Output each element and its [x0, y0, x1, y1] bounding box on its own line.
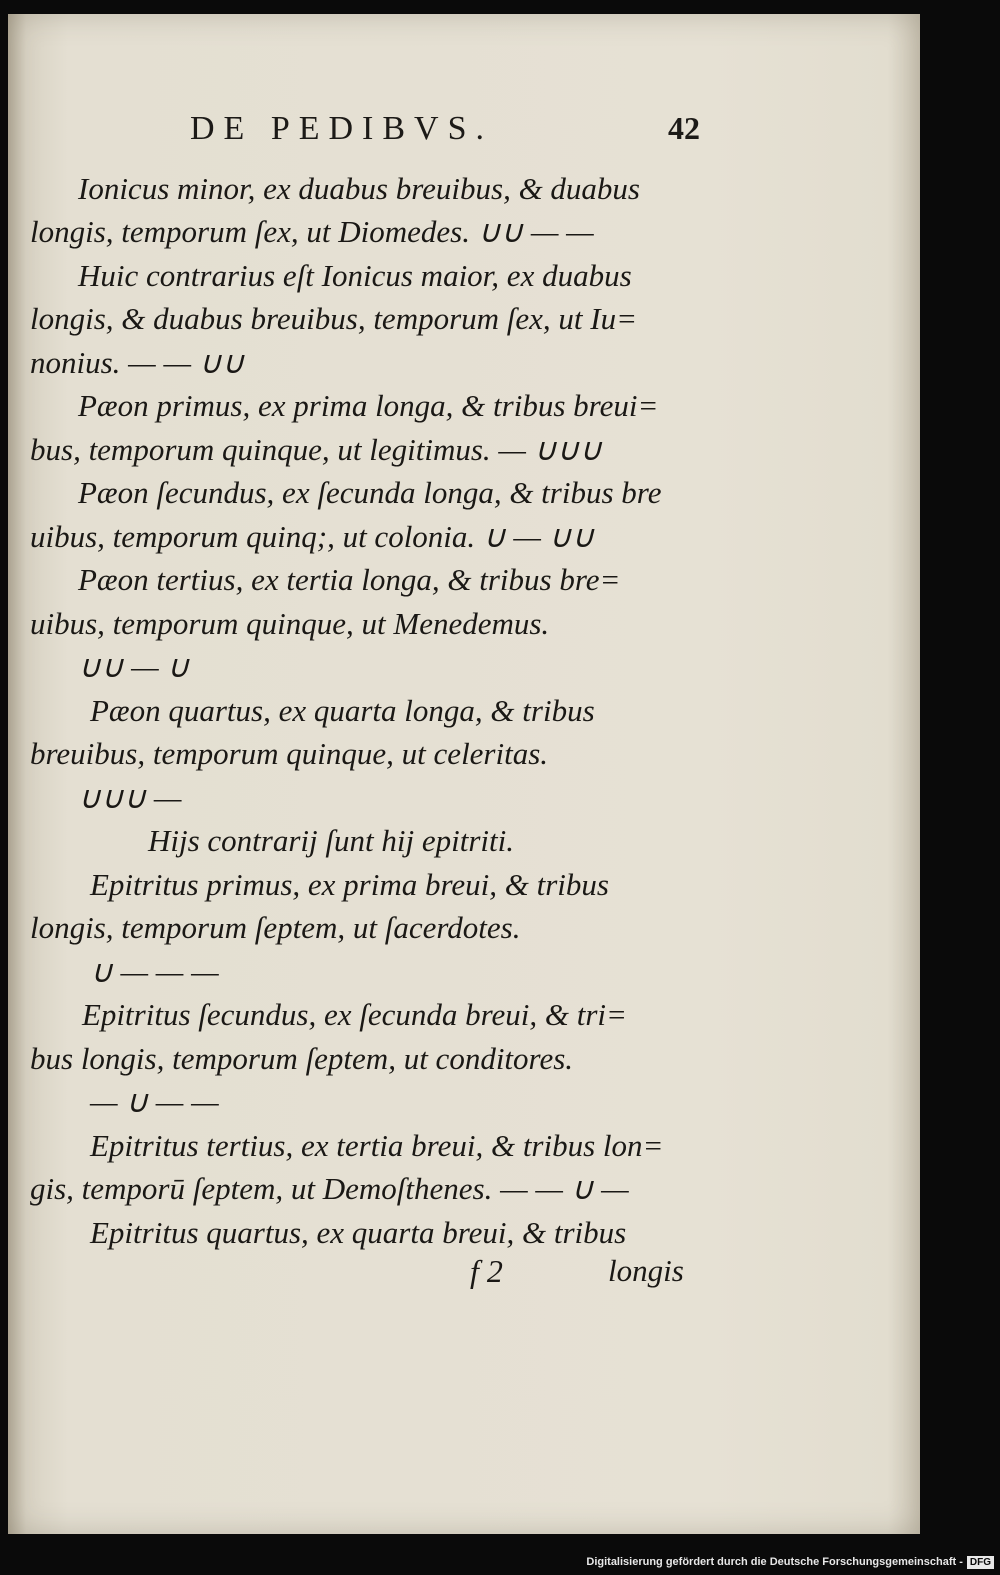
text-line: Pæon quartus, ex quarta longa, & tribus — [90, 693, 595, 728]
metrical-scheme: ∪ — — — — [90, 954, 219, 989]
text-line: bus, temporum quinque, ut legitimus. — ∪∪∪ — [30, 432, 602, 467]
text-line: uibus, temporum quinq;, ut colonia. ∪ — ∪∪ — [30, 519, 595, 554]
text-line: breuibus, temporum quinque, ut celeritas. — [30, 736, 549, 771]
text-line: bus longis, temporum ſeptem, ut conditores. — [30, 1041, 574, 1076]
text-line: Pæon ſecundus, ex ſecunda longa, & tribus bre — [78, 475, 662, 510]
text-line: gis, temporū ſeptem, ut Demoſthenes. — — ∪ — — [30, 1171, 629, 1206]
text-line: Pæon primus, ex prima longa, & tribus breui= — [78, 388, 659, 423]
text-line: Epitritus tertius, ex tertia breui, & tribus lon= — [90, 1128, 664, 1163]
text-line: Epitritus ſecundus, ex ſecunda breui, & tri= — [82, 997, 627, 1032]
signature-mark: f 2 — [470, 1253, 503, 1289]
text-line: Huic contrarius eſt Ionicus maior, ex duabus — [78, 258, 632, 293]
page-number: 42 — [668, 110, 700, 146]
text-line: Epitritus primus, ex prima breui, & tribus — [90, 867, 609, 902]
running-title: DE PEDIBVS. — [190, 110, 494, 147]
text-line: uibus, temporum quinque, ut Menedemus. — [30, 606, 550, 641]
book-page — [8, 14, 920, 1534]
metrical-scheme: ∪∪ — ∪ — [78, 649, 190, 684]
text-line: nonius. — — ∪∪ — [30, 345, 245, 380]
page-footer — [30, 1253, 710, 1303]
text-line: Pæon tertius, ex tertia longa, & tribus bre= — [78, 562, 621, 597]
dfg-logo: DFG — [967, 1556, 994, 1569]
text-line: Ionicus minor, ex duabus breuibus, & duabus — [78, 171, 640, 206]
metrical-scheme: — ∪ — — — [90, 1084, 219, 1119]
text-line: longis, temporum ſeptem, ut ſacerdotes. — [30, 910, 521, 945]
funding-note-text: Digitalisierung gefördert durch die Deutsche Forschungsgemeinschaft - — [586, 1556, 963, 1568]
section-heading: Hijs contrarij ſunt hij epitriti. — [148, 823, 514, 858]
text-line: longis, temporum ſex, ut Diomedes. ∪∪ — — — [30, 214, 594, 249]
page-header — [8, 110, 920, 160]
funding-note — [586, 1553, 994, 1571]
metrical-scheme: ∪∪∪ — — [78, 780, 182, 815]
text-line: longis, & duabus breuibus, temporum ſex, ut Iu= — [30, 301, 638, 336]
text-line: Epitritus quartus, ex quarta breui, & tribus — [90, 1215, 627, 1250]
catchword: longis — [608, 1253, 684, 1288]
